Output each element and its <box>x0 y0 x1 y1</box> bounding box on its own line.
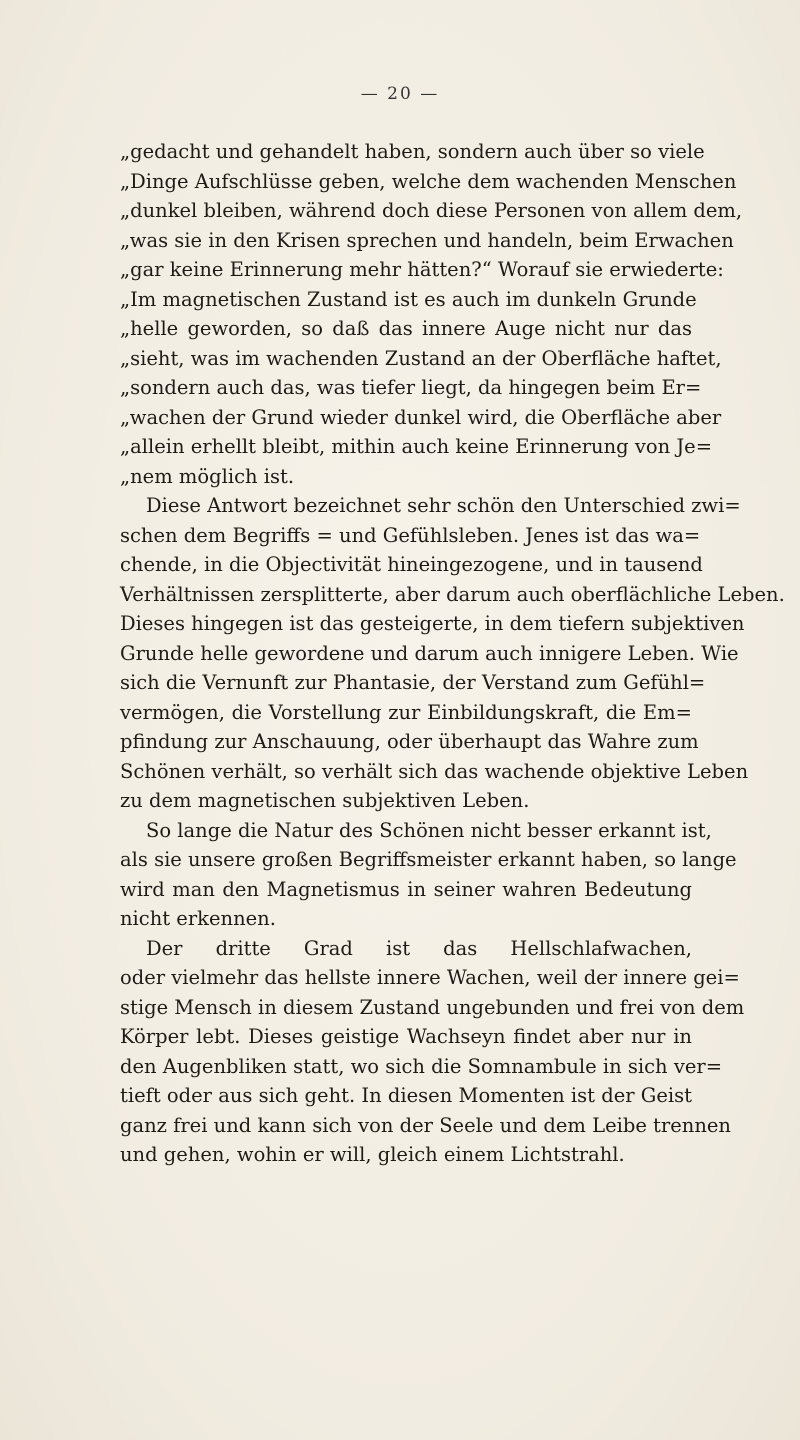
text-line: vermögen, die Vorstellung zur Einbildungskraft, die Em= <box>120 700 692 724</box>
text-line: „nem möglich ist. <box>120 464 295 488</box>
text-line: Diese Antwort bezeichnet sehr schön den Unterschied zwi= <box>146 494 741 517</box>
text-line: „dunkel bleiben, während doch diese Personen von allem dem, <box>120 199 743 222</box>
text-line: ganz frei und kann sich von der Seele und dem Leibe trennen <box>120 1113 731 1137</box>
text-line: „sondern auch das, was tiefer liegt, da hingegen beim Er= <box>120 376 702 399</box>
text-line: „wachen der Grund wieder dunkel wird, die Oberfläche aber <box>120 405 722 429</box>
text-line: „was sie in den Krisen sprechen und handeln, beim Erwachen <box>120 228 734 252</box>
text-line: „gar keine Erinnerung mehr hätten?“ Worauf sie erwiederte: <box>120 258 724 281</box>
text-line: tieft oder aus sich geht. In diesen Momenten ist der Geist <box>120 1084 692 1107</box>
text-line: zu dem magnetischen subjektiven Leben. <box>120 789 530 812</box>
text-line: „sieht, was im wachenden Zustand an der Oberfläche haftet, <box>120 346 722 370</box>
text-line: Schönen verhält, so verhält sich das wachende objektive Leben <box>120 759 749 783</box>
text-line: „allein erhellt bleibt, mithin auch keine Erinnerung von Je= <box>120 435 713 458</box>
page-number: — 20 — <box>360 84 440 104</box>
text-line: „helle geworden, so daß das innere Auge nicht nur das <box>120 317 692 340</box>
text-line: und gehen, wohin er will, gleich einem Lichtstrahl. <box>120 1143 625 1166</box>
text-line: Körper lebt. Dieses geistige Wachseyn findet aber nur in <box>120 1025 692 1048</box>
text-line: wird man den Magnetismus in seiner wahren Bedeutung <box>120 877 692 901</box>
text-line: Dieses hingegen ist das gesteigerte, in dem tiefern subjektiven <box>120 612 745 635</box>
text-line: Verhältnissen zersplitterte, aber darum auch oberflächliche Leben. <box>120 582 785 606</box>
text-line: Der dritte Grad ist das Hellschlafwachen, <box>146 936 692 960</box>
text-line: oder vielmehr das hellste innere Wachen, weil der innere gei= <box>120 966 740 989</box>
text-line: chende, in die Objectivität hineingezogene, und in tausend <box>120 553 703 576</box>
text-line: den Augenbliken statt, wo sich die Somnambule in sich ver= <box>120 1054 723 1078</box>
text-line: „gedacht und gehandelt haben, sondern auch über so viele <box>120 140 705 163</box>
text-line: „Im magnetischen Zustand ist es auch im dunkeln Grunde <box>120 287 697 311</box>
text-line: als sie unsere großen Begriffsmeister erkannt haben, so lange <box>120 848 737 871</box>
text-line: sich die Vernunft zur Phantasie, der Verstand zum Gefühl= <box>120 671 706 694</box>
text-line: „Dinge Aufschlüsse geben, welche dem wachenden Menschen <box>120 169 737 193</box>
text-line: Grunde helle gewordene und darum auch innigere Leben. Wie <box>120 641 739 665</box>
text-line: pfindung zur Anschauung, oder überhaupt das Wahre zum <box>120 730 699 753</box>
text-line: schen dem Begriffs = und Gefühlsleben. Jenes ist das wa= <box>120 523 701 547</box>
text-line: So lange die Natur des Schönen nicht besser erkannt ist, <box>146 818 712 842</box>
text-line: nicht erkennen. <box>120 907 276 930</box>
page-body-text <box>120 137 785 1170</box>
text-line: stige Mensch in diesem Zustand ungebunden und frei von dem <box>120 995 745 1019</box>
